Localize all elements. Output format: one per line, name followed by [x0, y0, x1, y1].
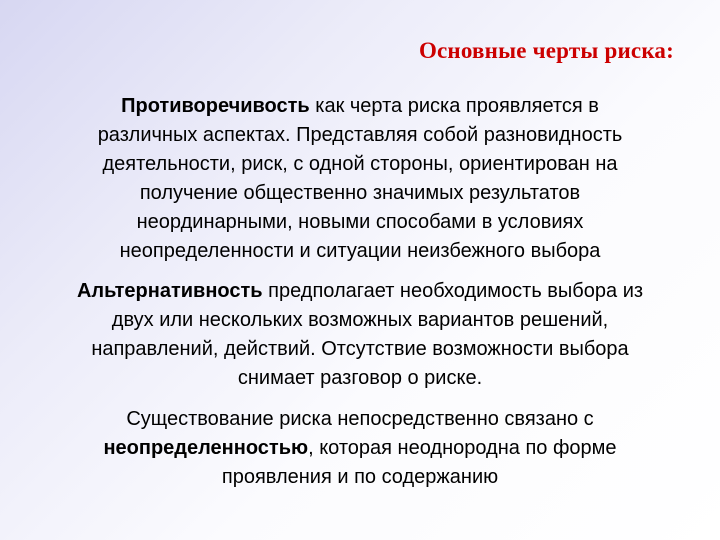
- term-alternativeness: Альтернативность: [76, 280, 263, 302]
- paragraph-contradiction-text: как черта риска проявляется в различных аспектах. Представляя собой разновидность деятельности, риск, с одной стороны, ориентирован на получение общественно значимых результатов неординарными, новыми способами в условиях неопределенности и ситуации неизбежного выбора: [97, 95, 623, 262]
- slide-title: Основные черты риска:: [418, 38, 674, 63]
- term-uncertainty: неопределенностью: [103, 437, 309, 459]
- paragraph-alternativeness-text: предполагает необходимость выбора из двух или нескольких возможных вариантов решений, направлений, действий. Отсутствие возможности выбора снимает разговор о риске.: [91, 280, 644, 389]
- paragraph-uncertainty: [72, 405, 648, 492]
- slide-body: [72, 92, 648, 503]
- paragraph-alternativeness: [72, 277, 648, 393]
- paragraph-uncertainty-before: Существование риска непосредственно связано с: [126, 408, 594, 430]
- term-contradiction: Противоречивость: [121, 95, 310, 117]
- paragraph-uncertainty-after: , которая неоднородна по форме проявления и по содержанию: [221, 437, 617, 488]
- paragraph-contradiction: [72, 92, 648, 266]
